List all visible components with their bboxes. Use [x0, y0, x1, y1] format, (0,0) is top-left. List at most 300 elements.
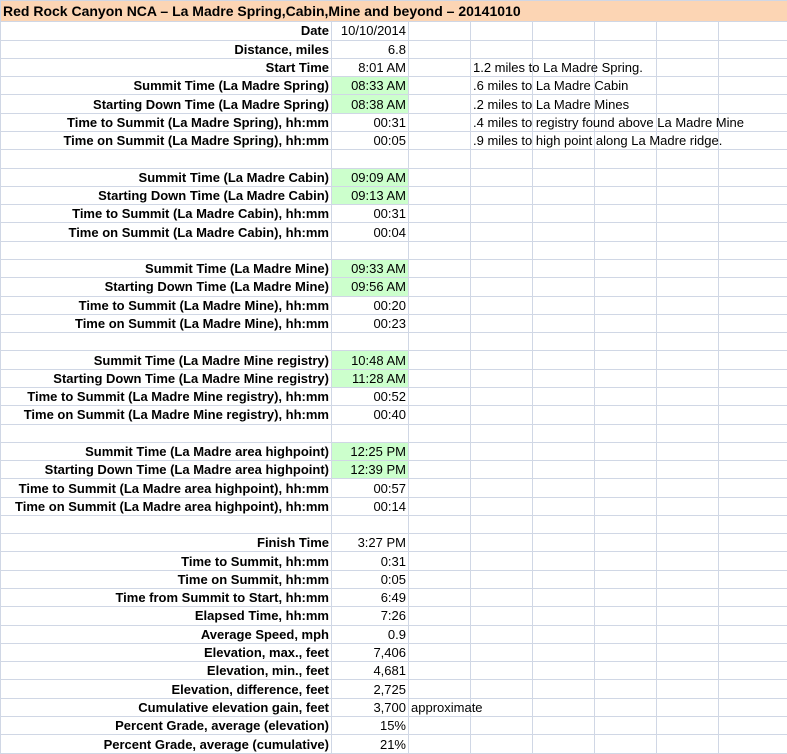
value-cell[interactable] — [332, 333, 409, 351]
empty-cell[interactable] — [409, 625, 471, 643]
value-cell[interactable]: 10:48 AM — [332, 351, 409, 369]
empty-cell[interactable] — [657, 58, 719, 76]
value-cell[interactable]: 00:57 — [332, 479, 409, 497]
empty-cell[interactable] — [471, 223, 533, 241]
label-cell[interactable]: Time to Summit (La Madre Mine registry), hh:mm — [1, 387, 332, 405]
empty-cell[interactable] — [471, 259, 533, 277]
empty-cell[interactable] — [657, 552, 719, 570]
empty-cell[interactable] — [719, 369, 787, 387]
empty-cell[interactable] — [471, 387, 533, 405]
empty-cell[interactable] — [409, 406, 471, 424]
label-cell[interactable]: Time on Summit (La Madre Mine), hh:mm — [1, 314, 332, 332]
empty-cell[interactable] — [409, 552, 471, 570]
empty-cell[interactable] — [595, 351, 657, 369]
value-cell[interactable]: 08:38 AM — [332, 95, 409, 113]
empty-cell[interactable] — [595, 314, 657, 332]
empty-cell[interactable] — [533, 643, 595, 661]
empty-cell[interactable] — [409, 369, 471, 387]
label-cell[interactable]: Elevation, max., feet — [1, 643, 332, 661]
empty-cell[interactable] — [657, 168, 719, 186]
value-cell[interactable] — [332, 241, 409, 259]
value-cell[interactable]: 6.8 — [332, 40, 409, 58]
empty-cell[interactable] — [595, 607, 657, 625]
empty-cell[interactable] — [719, 351, 787, 369]
label-cell[interactable]: Distance, miles — [1, 40, 332, 58]
empty-cell[interactable] — [409, 205, 471, 223]
empty-cell[interactable] — [719, 735, 787, 754]
empty-cell[interactable] — [719, 223, 787, 241]
empty-cell[interactable] — [409, 515, 471, 533]
empty-cell[interactable] — [657, 296, 719, 314]
empty-cell[interactable] — [657, 387, 719, 405]
value-cell[interactable] — [332, 515, 409, 533]
empty-cell[interactable] — [533, 22, 595, 40]
label-cell[interactable]: Summit Time (La Madre Cabin) — [1, 168, 332, 186]
value-cell[interactable]: 11:28 AM — [332, 369, 409, 387]
empty-cell[interactable] — [471, 168, 533, 186]
value-cell[interactable]: 15% — [332, 717, 409, 735]
empty-cell[interactable] — [533, 717, 595, 735]
empty-cell[interactable] — [657, 643, 719, 661]
label-cell[interactable]: Average Speed, mph — [1, 625, 332, 643]
empty-cell[interactable] — [533, 680, 595, 698]
empty-cell[interactable] — [719, 442, 787, 460]
empty-cell[interactable] — [657, 223, 719, 241]
empty-cell[interactable] — [719, 461, 787, 479]
empty-cell[interactable] — [595, 680, 657, 698]
empty-cell[interactable] — [657, 497, 719, 515]
value-cell[interactable]: 08:33 AM — [332, 77, 409, 95]
label-cell[interactable]: Cumulative elevation gain, feet — [1, 698, 332, 716]
empty-cell[interactable] — [719, 552, 787, 570]
value-cell[interactable]: 0:31 — [332, 552, 409, 570]
empty-cell[interactable] — [471, 735, 533, 754]
empty-cell[interactable] — [719, 132, 787, 150]
empty-cell[interactable] — [719, 643, 787, 661]
empty-cell[interactable] — [533, 168, 595, 186]
empty-cell[interactable] — [533, 186, 595, 204]
empty-cell[interactable] — [657, 662, 719, 680]
empty-cell[interactable] — [471, 552, 533, 570]
value-cell[interactable] — [332, 150, 409, 168]
sheet-title[interactable]: Red Rock Canyon NCA – La Madre Spring,Cabin,Mine and beyond – 20141010 — [1, 1, 787, 22]
empty-cell[interactable] — [409, 607, 471, 625]
empty-cell[interactable] — [657, 22, 719, 40]
empty-cell[interactable] — [595, 387, 657, 405]
empty-cell[interactable] — [533, 698, 595, 716]
value-cell[interactable]: 00:04 — [332, 223, 409, 241]
empty-cell[interactable] — [409, 497, 471, 515]
empty-cell[interactable] — [533, 552, 595, 570]
empty-cell[interactable] — [657, 589, 719, 607]
empty-cell[interactable] — [719, 515, 787, 533]
empty-cell[interactable] — [719, 150, 787, 168]
empty-cell[interactable] — [719, 296, 787, 314]
empty-cell[interactable] — [471, 424, 533, 442]
note-cell[interactable]: approximate — [409, 698, 471, 716]
empty-cell[interactable] — [719, 570, 787, 588]
empty-cell[interactable] — [533, 534, 595, 552]
empty-cell[interactable] — [471, 717, 533, 735]
empty-cell[interactable] — [595, 662, 657, 680]
label-cell[interactable]: Elapsed Time, hh:mm — [1, 607, 332, 625]
empty-cell[interactable] — [657, 717, 719, 735]
empty-cell[interactable] — [719, 479, 787, 497]
value-cell[interactable]: 7:26 — [332, 607, 409, 625]
empty-cell[interactable] — [657, 479, 719, 497]
empty-cell[interactable] — [533, 333, 595, 351]
value-cell[interactable]: 3:27 PM — [332, 534, 409, 552]
empty-cell[interactable] — [533, 223, 595, 241]
empty-cell[interactable] — [409, 223, 471, 241]
empty-cell[interactable] — [657, 698, 719, 716]
empty-cell[interactable] — [719, 625, 787, 643]
empty-cell[interactable] — [657, 333, 719, 351]
empty-cell[interactable] — [409, 40, 471, 58]
empty-cell[interactable] — [595, 735, 657, 754]
value-cell[interactable]: 3,700 — [332, 698, 409, 716]
value-cell[interactable]: 0.9 — [332, 625, 409, 643]
empty-cell[interactable] — [471, 241, 533, 259]
empty-cell[interactable] — [409, 150, 471, 168]
empty-cell[interactable] — [719, 168, 787, 186]
label-cell[interactable]: Time to Summit (La Madre Mine), hh:mm — [1, 296, 332, 314]
empty-cell[interactable] — [595, 424, 657, 442]
empty-cell[interactable] — [409, 351, 471, 369]
empty-cell[interactable] — [657, 680, 719, 698]
empty-cell[interactable] — [595, 717, 657, 735]
value-cell[interactable]: 12:25 PM — [332, 442, 409, 460]
value-cell[interactable]: 00:20 — [332, 296, 409, 314]
label-cell[interactable]: Summit Time (La Madre area highpoint) — [1, 442, 332, 460]
empty-cell[interactable] — [533, 442, 595, 460]
empty-cell[interactable] — [533, 205, 595, 223]
empty-cell[interactable] — [595, 369, 657, 387]
empty-cell[interactable] — [533, 241, 595, 259]
empty-cell[interactable] — [595, 589, 657, 607]
value-cell[interactable]: 09:09 AM — [332, 168, 409, 186]
empty-cell[interactable] — [595, 461, 657, 479]
empty-cell[interactable] — [719, 259, 787, 277]
label-cell[interactable] — [1, 333, 332, 351]
label-cell[interactable]: Start Time — [1, 58, 332, 76]
empty-cell[interactable] — [533, 662, 595, 680]
empty-cell[interactable] — [657, 607, 719, 625]
empty-cell[interactable] — [595, 223, 657, 241]
value-cell[interactable]: 2,725 — [332, 680, 409, 698]
empty-cell[interactable] — [719, 95, 787, 113]
empty-cell[interactable] — [409, 58, 471, 76]
empty-cell[interactable] — [657, 241, 719, 259]
empty-cell[interactable] — [409, 387, 471, 405]
empty-cell[interactable] — [409, 314, 471, 332]
value-cell[interactable]: 12:39 PM — [332, 461, 409, 479]
note-cell[interactable]: .2 miles to La Madre Mines — [471, 95, 533, 113]
label-cell[interactable]: Time to Summit (La Madre area highpoint), hh:mm — [1, 479, 332, 497]
value-cell[interactable] — [332, 424, 409, 442]
label-cell[interactable] — [1, 150, 332, 168]
label-cell[interactable] — [1, 515, 332, 533]
label-cell[interactable]: Time on Summit (La Madre Cabin), hh:mm — [1, 223, 332, 241]
empty-cell[interactable] — [657, 278, 719, 296]
label-cell[interactable]: Starting Down Time (La Madre Mine registry) — [1, 369, 332, 387]
value-cell[interactable]: 00:23 — [332, 314, 409, 332]
empty-cell[interactable] — [409, 77, 471, 95]
empty-cell[interactable] — [409, 241, 471, 259]
empty-cell[interactable] — [533, 259, 595, 277]
label-cell[interactable]: Summit Time (La Madre Mine registry) — [1, 351, 332, 369]
empty-cell[interactable] — [471, 406, 533, 424]
empty-cell[interactable] — [595, 552, 657, 570]
empty-cell[interactable] — [533, 607, 595, 625]
empty-cell[interactable] — [409, 680, 471, 698]
label-cell[interactable]: Finish Time — [1, 534, 332, 552]
value-cell[interactable]: 10/10/2014 — [332, 22, 409, 40]
empty-cell[interactable] — [595, 534, 657, 552]
empty-cell[interactable] — [471, 40, 533, 58]
empty-cell[interactable] — [409, 717, 471, 735]
empty-cell[interactable] — [533, 479, 595, 497]
empty-cell[interactable] — [595, 186, 657, 204]
value-cell[interactable]: 00:40 — [332, 406, 409, 424]
label-cell[interactable]: Time to Summit (La Madre Spring), hh:mm — [1, 113, 332, 131]
empty-cell[interactable] — [657, 406, 719, 424]
empty-cell[interactable] — [471, 150, 533, 168]
label-cell[interactable]: Date — [1, 22, 332, 40]
value-cell[interactable]: 21% — [332, 735, 409, 754]
empty-cell[interactable] — [533, 406, 595, 424]
empty-cell[interactable] — [719, 278, 787, 296]
value-cell[interactable]: 6:49 — [332, 589, 409, 607]
value-cell[interactable]: 09:56 AM — [332, 278, 409, 296]
empty-cell[interactable] — [409, 442, 471, 460]
empty-cell[interactable] — [409, 95, 471, 113]
empty-cell[interactable] — [595, 442, 657, 460]
value-cell[interactable]: 00:52 — [332, 387, 409, 405]
note-cell[interactable]: .4 miles to registry found above La Madre Mine — [471, 113, 533, 131]
value-cell[interactable]: 09:33 AM — [332, 259, 409, 277]
empty-cell[interactable] — [595, 296, 657, 314]
empty-cell[interactable] — [595, 278, 657, 296]
empty-cell[interactable] — [657, 534, 719, 552]
empty-cell[interactable] — [719, 607, 787, 625]
empty-cell[interactable] — [657, 735, 719, 754]
empty-cell[interactable] — [471, 625, 533, 643]
empty-cell[interactable] — [595, 406, 657, 424]
empty-cell[interactable] — [719, 58, 787, 76]
empty-cell[interactable] — [719, 406, 787, 424]
empty-cell[interactable] — [719, 680, 787, 698]
empty-cell[interactable] — [533, 40, 595, 58]
empty-cell[interactable] — [657, 625, 719, 643]
label-cell[interactable]: Time on Summit (La Madre Mine registry), hh:mm — [1, 406, 332, 424]
empty-cell[interactable] — [533, 497, 595, 515]
empty-cell[interactable] — [471, 479, 533, 497]
empty-cell[interactable] — [595, 333, 657, 351]
empty-cell[interactable] — [533, 278, 595, 296]
empty-cell[interactable] — [719, 662, 787, 680]
label-cell[interactable]: Elevation, min., feet — [1, 662, 332, 680]
empty-cell[interactable] — [409, 186, 471, 204]
empty-cell[interactable] — [409, 132, 471, 150]
empty-cell[interactable] — [471, 680, 533, 698]
empty-cell[interactable] — [657, 77, 719, 95]
empty-cell[interactable] — [471, 314, 533, 332]
label-cell[interactable]: Time to Summit (La Madre Cabin), hh:mm — [1, 205, 332, 223]
empty-cell[interactable] — [533, 296, 595, 314]
empty-cell[interactable] — [595, 168, 657, 186]
empty-cell[interactable] — [471, 643, 533, 661]
label-cell[interactable]: Percent Grade, average (elevation) — [1, 717, 332, 735]
empty-cell[interactable] — [719, 698, 787, 716]
empty-cell[interactable] — [657, 570, 719, 588]
label-cell[interactable]: Summit Time (La Madre Mine) — [1, 259, 332, 277]
empty-cell[interactable] — [719, 314, 787, 332]
empty-cell[interactable] — [595, 698, 657, 716]
empty-cell[interactable] — [657, 314, 719, 332]
empty-cell[interactable] — [471, 296, 533, 314]
label-cell[interactable]: Starting Down Time (La Madre area highpoint) — [1, 461, 332, 479]
label-cell[interactable]: Starting Down Time (La Madre Mine) — [1, 278, 332, 296]
empty-cell[interactable] — [471, 497, 533, 515]
empty-cell[interactable] — [471, 205, 533, 223]
empty-cell[interactable] — [657, 205, 719, 223]
empty-cell[interactable] — [657, 442, 719, 460]
empty-cell[interactable] — [409, 735, 471, 754]
empty-cell[interactable] — [409, 113, 471, 131]
empty-cell[interactable] — [657, 515, 719, 533]
empty-cell[interactable] — [471, 662, 533, 680]
empty-cell[interactable] — [533, 424, 595, 442]
empty-cell[interactable] — [409, 570, 471, 588]
empty-cell[interactable] — [471, 461, 533, 479]
empty-cell[interactable] — [719, 205, 787, 223]
label-cell[interactable]: Time on Summit, hh:mm — [1, 570, 332, 588]
label-cell[interactable]: Elevation, difference, feet — [1, 680, 332, 698]
empty-cell[interactable] — [471, 351, 533, 369]
label-cell[interactable]: Time from Summit to Start, hh:mm — [1, 589, 332, 607]
value-cell[interactable]: 00:31 — [332, 205, 409, 223]
empty-cell[interactable] — [657, 369, 719, 387]
empty-cell[interactable] — [595, 40, 657, 58]
empty-cell[interactable] — [657, 186, 719, 204]
empty-cell[interactable] — [719, 241, 787, 259]
empty-cell[interactable] — [595, 625, 657, 643]
empty-cell[interactable] — [533, 314, 595, 332]
empty-cell[interactable] — [595, 515, 657, 533]
empty-cell[interactable] — [595, 241, 657, 259]
empty-cell[interactable] — [409, 333, 471, 351]
empty-cell[interactable] — [719, 40, 787, 58]
empty-cell[interactable] — [471, 570, 533, 588]
empty-cell[interactable] — [657, 424, 719, 442]
empty-cell[interactable] — [657, 351, 719, 369]
empty-cell[interactable] — [409, 479, 471, 497]
value-cell[interactable]: 8:01 AM — [332, 58, 409, 76]
value-cell[interactable]: 09:13 AM — [332, 186, 409, 204]
empty-cell[interactable] — [409, 662, 471, 680]
empty-cell[interactable] — [719, 77, 787, 95]
empty-cell[interactable] — [409, 424, 471, 442]
empty-cell[interactable] — [471, 22, 533, 40]
empty-cell[interactable] — [409, 461, 471, 479]
empty-cell[interactable] — [719, 589, 787, 607]
empty-cell[interactable] — [409, 534, 471, 552]
empty-cell[interactable] — [595, 570, 657, 588]
empty-cell[interactable] — [533, 150, 595, 168]
empty-cell[interactable] — [471, 333, 533, 351]
empty-cell[interactable] — [533, 351, 595, 369]
empty-cell[interactable] — [533, 570, 595, 588]
empty-cell[interactable] — [657, 40, 719, 58]
empty-cell[interactable] — [719, 534, 787, 552]
label-cell[interactable]: Percent Grade, average (cumulative) — [1, 735, 332, 754]
empty-cell[interactable] — [533, 369, 595, 387]
value-cell[interactable]: 00:31 — [332, 113, 409, 131]
value-cell[interactable]: 0:05 — [332, 570, 409, 588]
label-cell[interactable]: Time on Summit (La Madre Spring), hh:mm — [1, 132, 332, 150]
empty-cell[interactable] — [719, 717, 787, 735]
empty-cell[interactable] — [595, 259, 657, 277]
empty-cell[interactable] — [409, 22, 471, 40]
value-cell[interactable]: 4,681 — [332, 662, 409, 680]
empty-cell[interactable] — [533, 387, 595, 405]
note-cell[interactable]: .9 miles to high point along La Madre ridge. — [471, 132, 533, 150]
empty-cell[interactable] — [533, 461, 595, 479]
empty-cell[interactable] — [657, 95, 719, 113]
value-cell[interactable]: 00:14 — [332, 497, 409, 515]
empty-cell[interactable] — [595, 205, 657, 223]
empty-cell[interactable] — [533, 625, 595, 643]
label-cell[interactable]: Starting Down Time (La Madre Spring) — [1, 95, 332, 113]
label-cell[interactable] — [1, 241, 332, 259]
empty-cell[interactable] — [409, 296, 471, 314]
empty-cell[interactable] — [595, 479, 657, 497]
empty-cell[interactable] — [595, 497, 657, 515]
empty-cell[interactable] — [471, 442, 533, 460]
empty-cell[interactable] — [719, 497, 787, 515]
empty-cell[interactable] — [533, 735, 595, 754]
empty-cell[interactable] — [471, 186, 533, 204]
empty-cell[interactable] — [595, 22, 657, 40]
label-cell[interactable] — [1, 424, 332, 442]
empty-cell[interactable] — [533, 515, 595, 533]
empty-cell[interactable] — [719, 333, 787, 351]
empty-cell[interactable] — [719, 387, 787, 405]
empty-cell[interactable] — [595, 643, 657, 661]
empty-cell[interactable] — [471, 515, 533, 533]
value-cell[interactable]: 00:05 — [332, 132, 409, 150]
empty-cell[interactable] — [409, 589, 471, 607]
label-cell[interactable]: Time on Summit (La Madre area highpoint), hh:mm — [1, 497, 332, 515]
empty-cell[interactable] — [409, 643, 471, 661]
empty-cell[interactable] — [409, 168, 471, 186]
empty-cell[interactable] — [533, 589, 595, 607]
empty-cell[interactable] — [657, 150, 719, 168]
empty-cell[interactable] — [471, 589, 533, 607]
empty-cell[interactable] — [471, 534, 533, 552]
note-cell[interactable]: 1.2 miles to La Madre Spring. — [471, 58, 533, 76]
empty-cell[interactable] — [719, 186, 787, 204]
label-cell[interactable]: Starting Down Time (La Madre Cabin) — [1, 186, 332, 204]
empty-cell[interactable] — [471, 369, 533, 387]
empty-cell[interactable] — [657, 259, 719, 277]
empty-cell[interactable] — [719, 22, 787, 40]
empty-cell[interactable] — [471, 607, 533, 625]
note-cell[interactable]: .6 miles to La Madre Cabin — [471, 77, 533, 95]
empty-cell[interactable] — [657, 461, 719, 479]
label-cell[interactable]: Time to Summit, hh:mm — [1, 552, 332, 570]
